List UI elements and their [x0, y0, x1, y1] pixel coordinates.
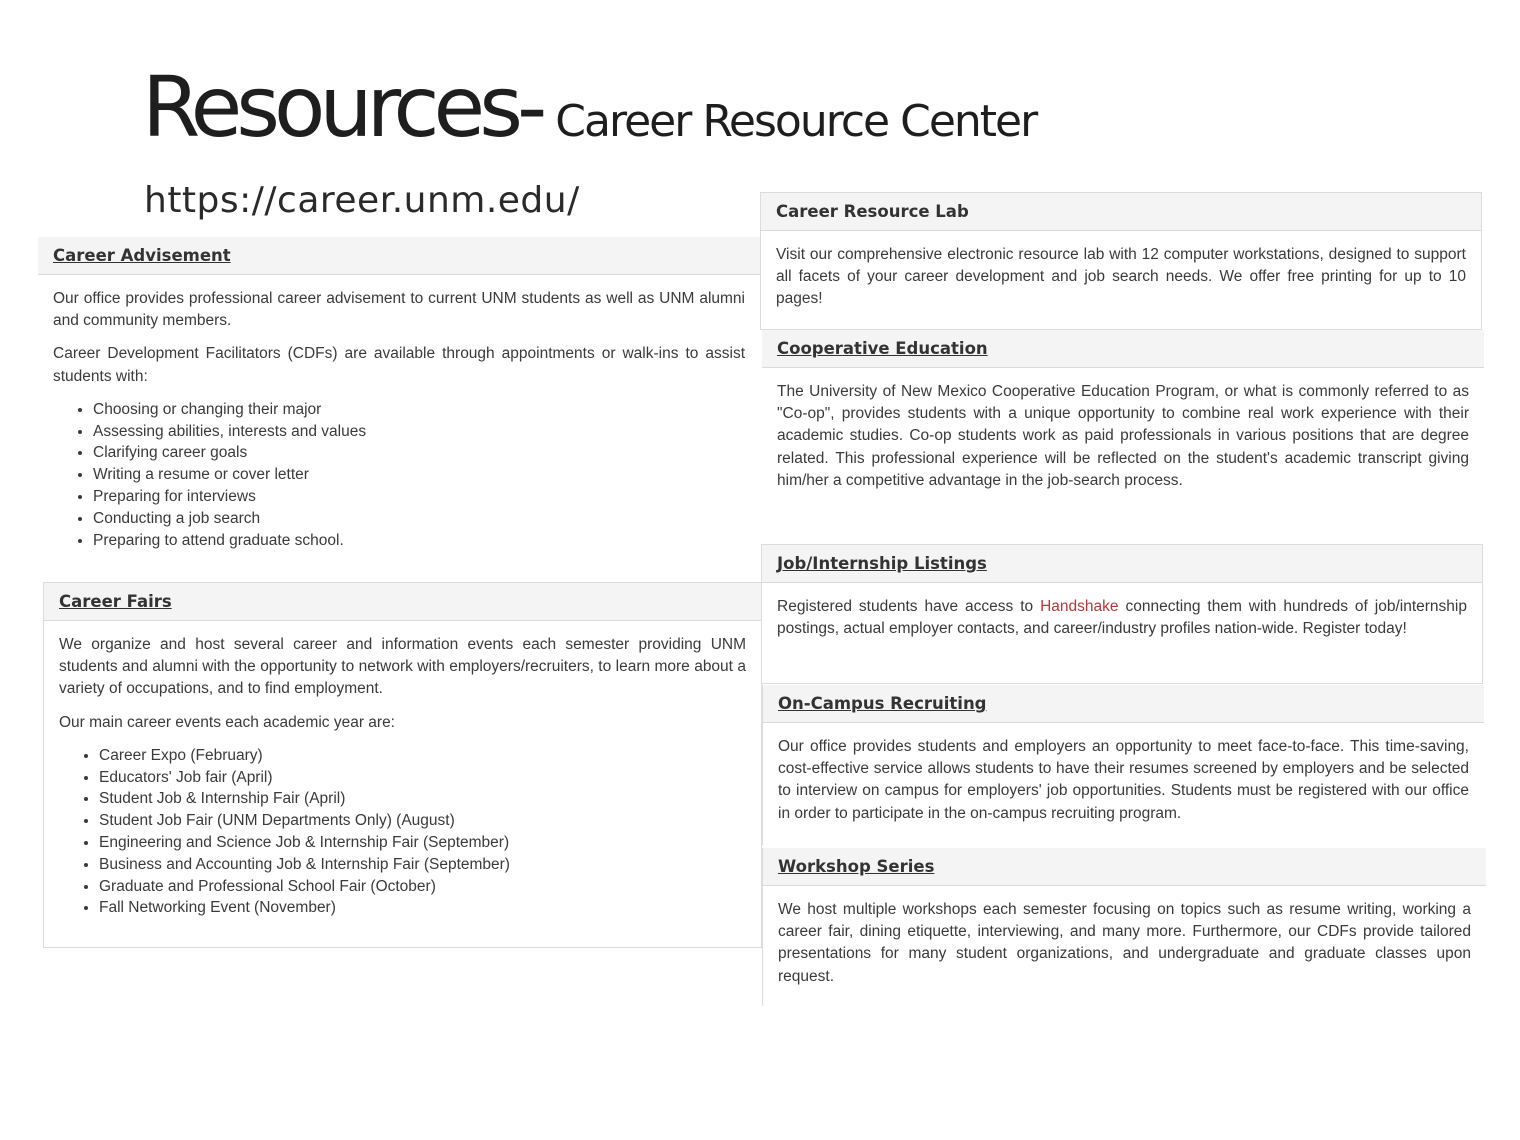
panel-body — [762, 368, 1484, 492]
resource-lab-panel — [760, 192, 1482, 330]
panel-body — [761, 231, 1481, 311]
list-item: • Choosing or changing their major — [93, 399, 745, 421]
coop-panel — [762, 330, 1484, 530]
slide-title — [142, 58, 1036, 156]
list-item: • Conducting a job search — [93, 508, 745, 530]
paragraph: Our office provides students and employers an opportunity to meet face-to-face. This time-saving, cost-effective service allows students to have their resumes screened by employers and be selected to interview on campus for employers' job opportunities. Students must be registered with our office in order to participate in the on-campus recruiting program. — [778, 738, 1469, 822]
advisement-list — [53, 399, 745, 552]
panel-body — [763, 886, 1486, 988]
paragraph — [777, 596, 1467, 640]
paragraph: Our main career events each academic year are: — [59, 713, 395, 731]
list-item: • Engineering and Science Job & Internship Fair (September) — [99, 832, 746, 854]
slide-title-main: Resources- — [142, 58, 542, 156]
paragraph: Visit our comprehensive electronic resource lab with 12 computer workstations, designed to support all facets of your career development and job search needs. We offer free printing for up to 10 pages! — [776, 246, 1466, 308]
on-campus-panel — [762, 685, 1484, 845]
list-item: • Preparing for interviews — [93, 486, 745, 508]
list-item: • Business and Accounting Job & Internship Fair (September) — [99, 854, 746, 876]
list-item: • Fall Networking Event (November) — [99, 897, 746, 919]
list-item: • Preparing to attend graduate school. — [93, 530, 745, 552]
list-item: • Educators' Job fair (April) — [99, 767, 746, 789]
panel-body — [44, 621, 761, 919]
panel-header — [762, 545, 1482, 583]
panel-body — [38, 275, 760, 551]
panel-header — [761, 193, 1481, 231]
workshops-link[interactable]: Workshop Series — [778, 857, 935, 876]
list-item: • Assessing abilities, interests and values — [93, 421, 745, 443]
panel-body — [762, 583, 1482, 640]
job-listings-panel — [761, 544, 1483, 684]
panel-body — [763, 723, 1484, 825]
workshops-panel — [762, 848, 1486, 1006]
career-fairs-link[interactable]: Career Fairs — [59, 592, 172, 611]
paragraph: We organize and host several career and information events each semester providing UNM students and alumni with the opportunity to network with employers/recruiters, to learn more about a variety of occupations, and to find employment. — [59, 636, 746, 698]
paragraph: Our office provides professional career advisement to current UNM students as well as UNM alumni and community members. — [53, 290, 745, 330]
job-listings-link[interactable]: Job/Internship Listings — [777, 554, 987, 573]
career-advisement-link[interactable]: Career Advisement — [53, 246, 231, 265]
on-campus-link[interactable]: On-Campus Recruiting — [778, 694, 987, 713]
paragraph: We host multiple workshops each semester focusing on topics such as resume writing, working a career fair, dining etiquette, interviewing, and many more. Furthermore, our CDFs provide tailored presentations for many student organizations, and undergraduate and graduate classes upon request. — [778, 901, 1471, 985]
list-item: • Student Job Fair (UNM Departments Only) (August) — [99, 810, 746, 832]
coop-link[interactable]: Cooperative Education — [777, 339, 988, 358]
panel-header — [763, 685, 1484, 723]
paragraph: Career Development Facilitators (CDFs) are available through appointments or walk-ins to assist students with: — [53, 345, 745, 385]
panel-header — [763, 848, 1486, 886]
site-url: https://career.unm.edu/ — [144, 180, 580, 221]
resource-lab-heading: Career Resource Lab — [776, 202, 969, 221]
list-item: • Student Job & Internship Fair (April) — [99, 788, 746, 810]
text: connecting them with hundreds of job/internship postings, actual employer contacts, and career/industry profiles nation-wide. Register today! — [777, 598, 1467, 638]
paragraph: The University of New Mexico Cooperative Education Program, or what is commonly referred to as "Co-op", provides students with a unique opportunity to combine real work experience with their academic studies. Co-op students work as paid professionals in various positions that are degree related. This professional experience will be reflected on the student's academic transcript giving him/her a competitive advantage in the job-search process. — [777, 383, 1469, 489]
events-list — [59, 745, 746, 919]
list-item: • Clarifying career goals — [93, 442, 745, 464]
panel-header — [44, 583, 761, 621]
list-item: • Graduate and Professional School Fair (October) — [99, 876, 746, 898]
panel-header — [38, 237, 760, 275]
list-item: • Writing a resume or cover letter — [93, 464, 745, 486]
text: Registered students have access to — [777, 598, 1041, 615]
career-advisement-panel — [38, 237, 760, 567]
slide-title-sub: Career Resource Center — [555, 96, 1037, 147]
career-fairs-panel — [43, 582, 762, 948]
list-item: • Career Expo (February) — [99, 745, 746, 767]
handshake-link[interactable]: Handshake — [1040, 598, 1119, 615]
panel-header — [762, 330, 1484, 368]
